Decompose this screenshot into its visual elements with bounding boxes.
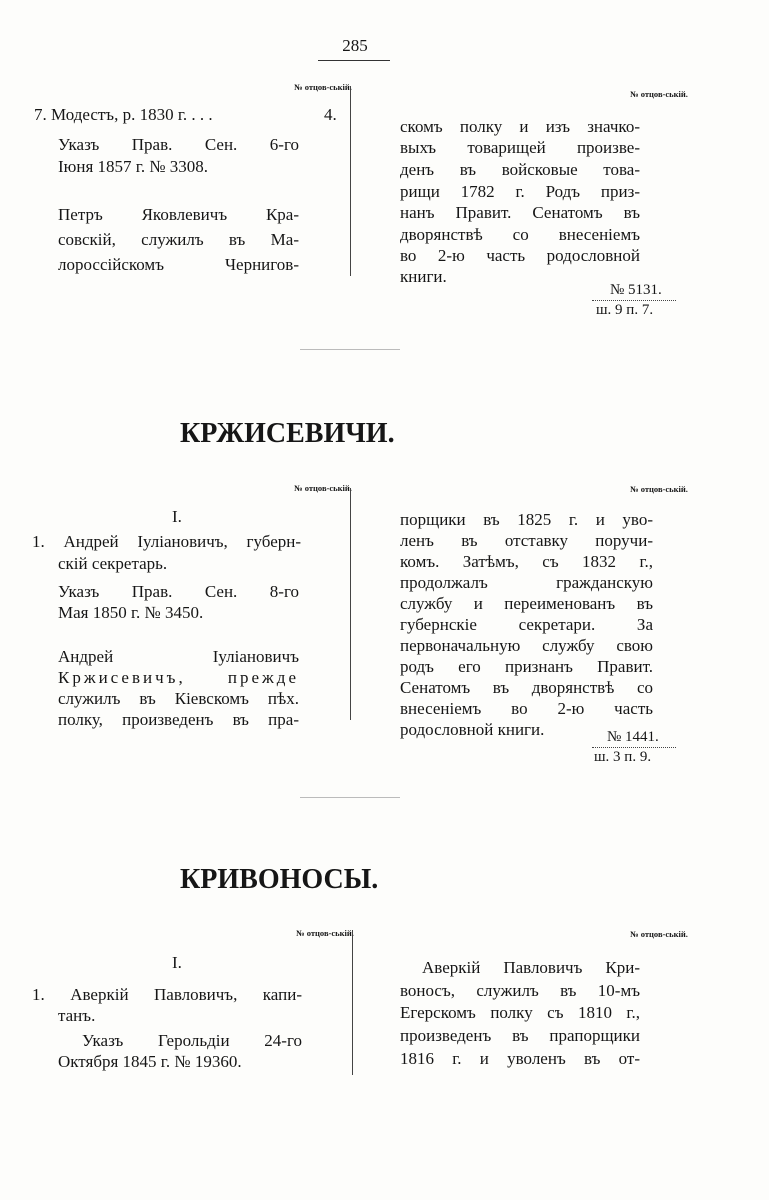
body-line: комъ. Затѣмъ, съ 1832 г., — [400, 552, 653, 571]
body-line: произведенъ въ прапорщики — [400, 1026, 640, 1045]
body-line: порщики въ 1825 г. и уво- — [400, 510, 653, 529]
archive-number: № 1441. — [607, 729, 659, 745]
generation-numeral: I. — [172, 507, 182, 526]
body-line: нанъ Правит. Сенатомъ въ — [400, 203, 640, 222]
column-rule — [352, 930, 353, 1075]
body-line: денъ въ войсковые това- — [400, 160, 640, 179]
body-line: лороссійскомъ Чернигов- — [58, 255, 299, 274]
decree-line: Октября 1845 г. № 19360. — [58, 1052, 242, 1071]
body-line: родословной книги. — [400, 720, 545, 739]
body-line: Аверкій Павловичъ Кри- — [422, 958, 640, 977]
body-line: Андрей Іуліановичъ — [58, 647, 299, 666]
body-line: Егерскомъ полку съ 1810 г., — [400, 1003, 640, 1022]
body-line: службу и переименованъ въ — [400, 594, 653, 613]
body-line: Кржисевичъ, прежде — [58, 668, 299, 687]
body-line: воносъ, служилъ въ 10-мъ — [400, 981, 640, 1000]
reference-rule — [592, 300, 676, 301]
generation-numeral: I. — [172, 953, 182, 972]
body-line: родъ его признанъ Правит. — [400, 657, 653, 676]
decree-line: Указъ Прав. Сен. 8-го — [58, 582, 299, 601]
entry-line: скій секретарь. — [58, 554, 168, 573]
body-line: книги. — [400, 267, 447, 286]
body-line: во 2-ю часть родословной — [400, 246, 640, 265]
body-line: полку, произведенъ въ пра- — [58, 710, 299, 729]
entry-line: 1. Аверкій Павловичъ, капи- — [32, 985, 302, 1004]
body-line: губернскіе секретари. За — [400, 615, 653, 634]
body-line: служилъ въ Кіевскомъ пѣх. — [58, 689, 299, 708]
body-line: ленъ въ отставку поручи- — [400, 531, 653, 550]
archive-number: № 5131. — [610, 282, 662, 298]
decree-line: Мая 1850 г. № 3450. — [58, 603, 204, 622]
body-line: Сенатомъ въ дворянствѣ со — [400, 678, 653, 697]
section-separator — [300, 797, 400, 798]
entry-line: танъ. — [58, 1006, 96, 1025]
surname-heading: КРИВОНОСЫ. — [180, 864, 379, 895]
page-number: 285 — [342, 36, 368, 55]
column-header-left: № отцов-ській. — [294, 483, 352, 493]
column-header-left: № отцов-ській. — [294, 82, 352, 92]
column-header-right: № отцов-ській. — [630, 929, 688, 939]
body-line: рищи 1782 г. Родъ приз- — [400, 182, 640, 201]
body-line: внесеніемъ во 2-ю часть — [400, 699, 653, 718]
decree-line: Іюня 1857 г. № 3308. — [58, 157, 209, 176]
column-header-right: № отцов-ській. — [630, 89, 688, 99]
column-header-left: № отцов-ській. — [296, 928, 354, 938]
body-line: 1816 г. и уволенъ въ от- — [400, 1049, 640, 1068]
body-line: продолжалъ гражданскую — [400, 573, 653, 592]
shelf-reference: ш. 9 п. 7. — [596, 302, 654, 318]
column-header-right: № отцов-ській. — [630, 484, 688, 494]
surname-heading: КРЖИСЕВИЧИ. — [180, 418, 395, 449]
page-number-rule — [318, 60, 390, 61]
entry-number: 4. — [324, 105, 337, 124]
body-line: совскій, служилъ въ Ма- — [58, 230, 299, 249]
column-rule — [350, 86, 351, 276]
entry-line: 1. Андрей Іуліановичъ, губерн- — [32, 532, 301, 551]
section-separator — [300, 349, 400, 350]
body-line: первоначальную службу свою — [400, 636, 653, 655]
body-line: скомъ полку и изъ значко- — [400, 117, 640, 136]
decree-line: Указъ Герольдіи 24-го — [82, 1031, 302, 1050]
body-line: дворянствѣ со внесеніемъ — [400, 225, 640, 244]
entry-line: 7. Модестъ, р. 1830 г. . . . — [34, 105, 213, 124]
body-line: выхъ товарищей произве- — [400, 138, 640, 157]
body-line: Петръ Яковлевичъ Кра- — [58, 205, 299, 224]
column-rule — [350, 488, 351, 720]
shelf-reference: ш. 3 п. 9. — [594, 749, 652, 765]
reference-rule — [592, 747, 676, 748]
decree-line: Указъ Прав. Сен. 6-го — [58, 135, 299, 154]
